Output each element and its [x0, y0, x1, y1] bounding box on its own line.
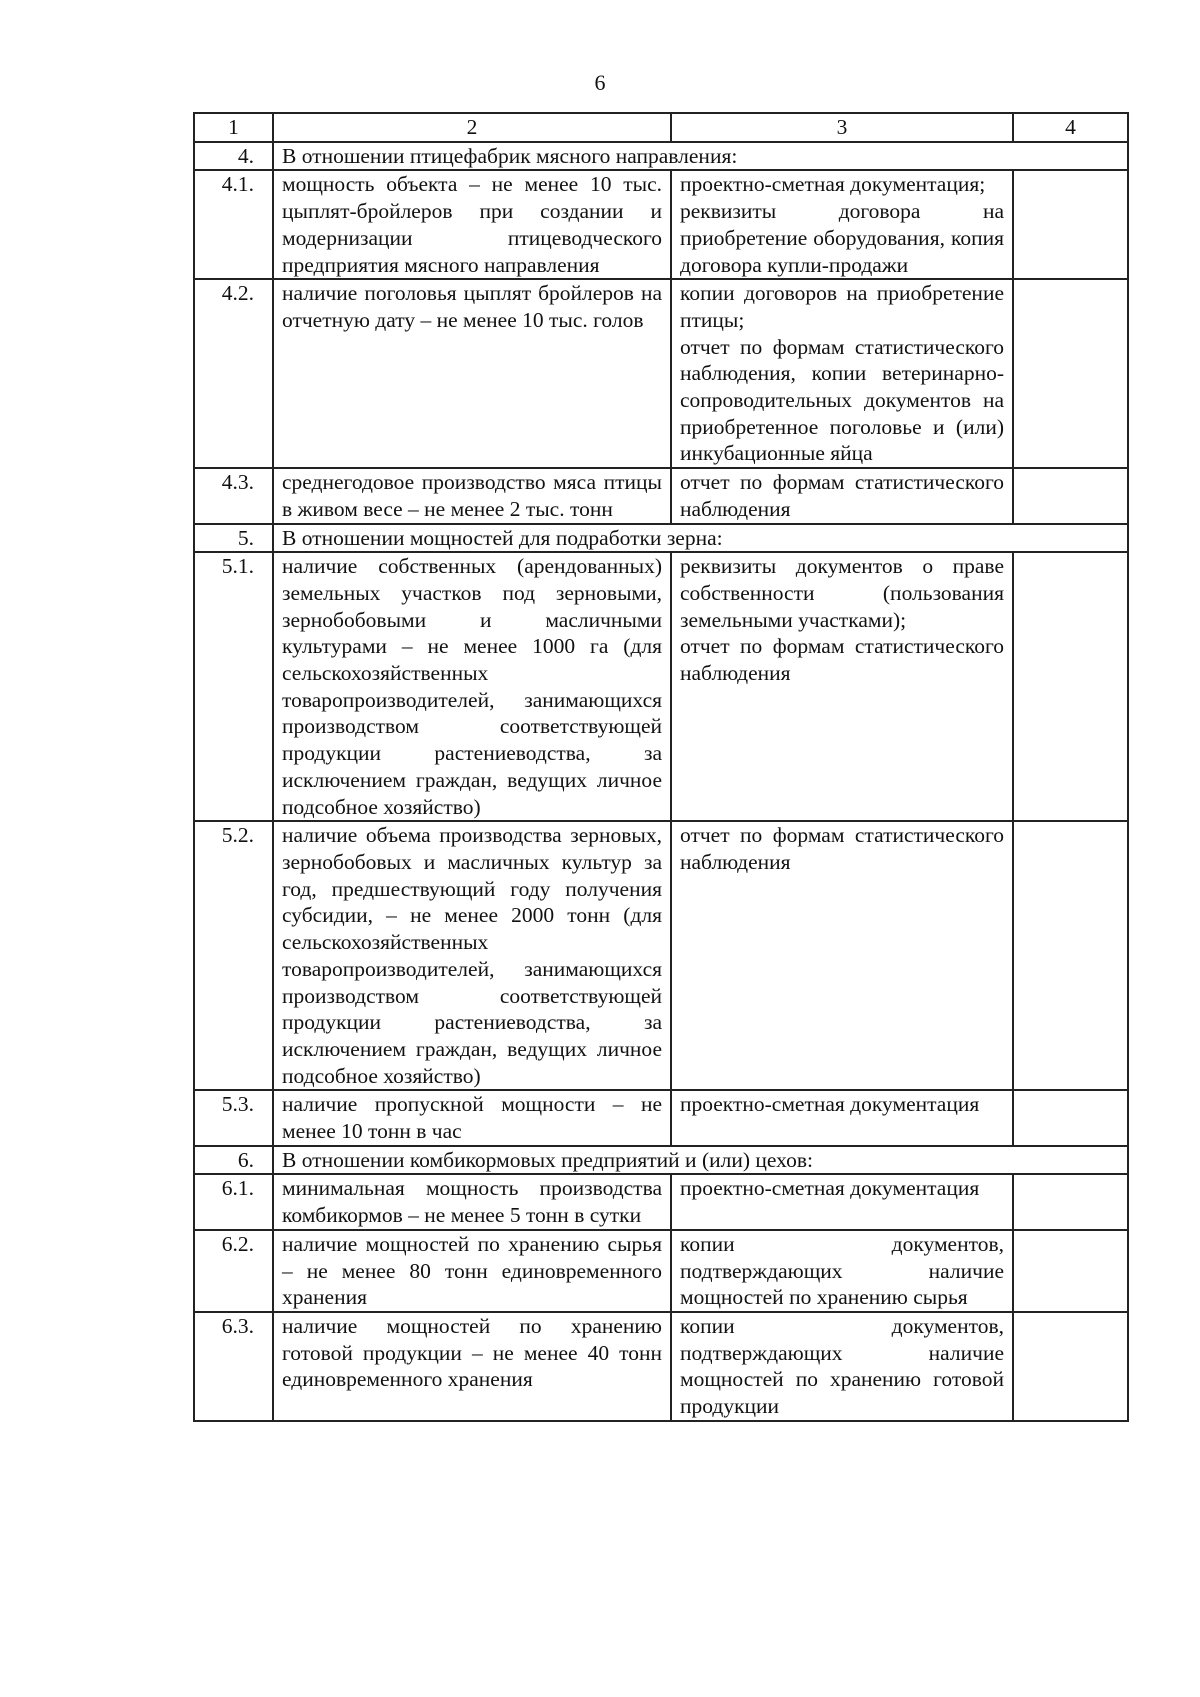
row-number: 6.3. — [194, 1312, 273, 1421]
table-row — [194, 1174, 1128, 1229]
row-number: 6.2. — [194, 1230, 273, 1312]
requirement-cell: мощность объекта – не менее 10 тыс. цыплят-бройлеров при создании и модернизации птицеводческого предприятия мясного направления — [273, 170, 671, 279]
document-line: копии документов, подтверждающих наличие мощностей по хранению готовой продукции — [680, 1313, 1004, 1419]
documents-cell — [671, 1090, 1013, 1145]
row-number: 5.3. — [194, 1090, 273, 1145]
row-number: 5.2. — [194, 821, 273, 1090]
requirement-cell: наличие собственных (арендованных) земельных участков под зерновыми, зернобобовыми и масличными культурами – не менее 1000 га (для сельскохозяйственных товаропроизводителей, занимающихся производством соответствующей продукции растениеводства, за исключением граждан, ведущих личное подсобное хозяйство) — [273, 552, 671, 821]
document-line: реквизиты договора на приобретение оборудования, копия договора купли-продажи — [680, 199, 1004, 277]
requirements-table — [193, 112, 1129, 1422]
table-row — [194, 821, 1128, 1090]
requirement-cell: наличие объема производства зерновых, зернобобовых и масличных культур за год, предшествующий году получения субсидии, – не менее 2000 тонн (для сельскохозяйственных товаропроизводителей, занимающихся производством соответствующей продукции растениеводства, за исключением граждан, ведущих личное подсобное хозяйство) — [273, 821, 671, 1090]
section-row — [194, 1146, 1128, 1175]
documents-cell — [671, 170, 1013, 279]
documents-cell — [671, 1174, 1013, 1229]
document-line: отчет по формам статистического наблюдения, копии ветеринарно-сопроводительных документов на приобретенное поголовье и (или) инкубационные яйца — [680, 334, 1004, 466]
row-number: 4.3. — [194, 468, 273, 523]
column-4-cell — [1013, 170, 1128, 279]
header-cell-3: 3 — [671, 113, 1013, 142]
row-number: 4.2. — [194, 279, 273, 468]
table-row — [194, 279, 1128, 468]
column-4-cell — [1013, 468, 1128, 523]
documents-cell — [671, 468, 1013, 523]
page-number: 6 — [594, 70, 606, 95]
header-cell-2: 2 — [273, 113, 671, 142]
requirement-cell: среднегодовое производство мяса птицы в живом весе – не менее 2 тыс. тонн — [273, 468, 671, 523]
column-4-cell — [1013, 1174, 1128, 1229]
column-4-cell — [1013, 279, 1128, 468]
document-line: проектно-сметная документация — [680, 1176, 980, 1201]
document-line: копии документов, подтверждающих наличие мощностей по хранению сырья — [680, 1231, 1004, 1310]
row-number: 4. — [194, 142, 273, 171]
table-row — [194, 1090, 1128, 1145]
table-row — [194, 468, 1128, 523]
document-line: отчет по формам статистического наблюдения — [680, 634, 1004, 686]
section-title: В отношении птицефабрик мясного направления: — [273, 142, 1128, 171]
column-4-cell — [1013, 1312, 1128, 1421]
documents-cell — [671, 821, 1013, 1090]
table-row — [194, 170, 1128, 279]
document-line: копии договоров на приобретение птицы; — [680, 281, 1004, 332]
table-row — [194, 552, 1128, 821]
row-number: 4.1. — [194, 170, 273, 279]
header-cell-1: 1 — [194, 113, 273, 142]
table-row — [194, 1230, 1128, 1312]
row-number: 6.1. — [194, 1174, 273, 1229]
header-cell-4: 4 — [1013, 113, 1128, 142]
requirement-cell: наличие мощностей по хранению сырья – не менее 80 тонн единовременного хранения — [273, 1230, 671, 1312]
requirement-cell: наличие пропускной мощности – не менее 10 тонн в час — [273, 1090, 671, 1145]
column-4-cell — [1013, 821, 1128, 1090]
section-title: В отношении комбикормовых предприятий и (или) цехов: — [273, 1146, 1128, 1175]
documents-cell — [671, 1230, 1013, 1312]
row-number: 5.1. — [194, 552, 273, 821]
document-line: проектно-сметная документация — [680, 1092, 980, 1117]
table-row — [194, 1312, 1128, 1421]
documents-cell — [671, 552, 1013, 821]
document-line: реквизиты документов о праве собственности (пользования земельными участками); — [680, 554, 1004, 632]
requirement-cell: наличие поголовья цыплят бройлеров на отчетную дату – не менее 10 тыс. голов — [273, 279, 671, 468]
column-4-cell — [1013, 1090, 1128, 1145]
documents-cell — [671, 1312, 1013, 1421]
section-row — [194, 524, 1128, 553]
column-4-cell — [1013, 1230, 1128, 1312]
requirement-cell: наличие мощностей по хранению готовой продукции – не менее 40 тонн единовременного хранения — [273, 1312, 671, 1421]
document-line: проектно-сметная документация; — [680, 172, 986, 197]
column-4-cell — [1013, 552, 1128, 821]
row-number: 6. — [194, 1146, 273, 1175]
row-number: 5. — [194, 524, 273, 553]
document-line: отчет по формам статистического наблюдения — [680, 823, 1004, 874]
section-row — [194, 142, 1128, 171]
documents-cell — [671, 279, 1013, 468]
section-title: В отношении мощностей для подработки зерна: — [273, 524, 1128, 553]
document-line: отчет по формам статистического наблюдения — [680, 470, 1004, 521]
requirement-cell: минимальная мощность производства комбикормов – не менее 5 тонн в сутки — [273, 1174, 671, 1229]
table-header-row — [194, 113, 1128, 142]
